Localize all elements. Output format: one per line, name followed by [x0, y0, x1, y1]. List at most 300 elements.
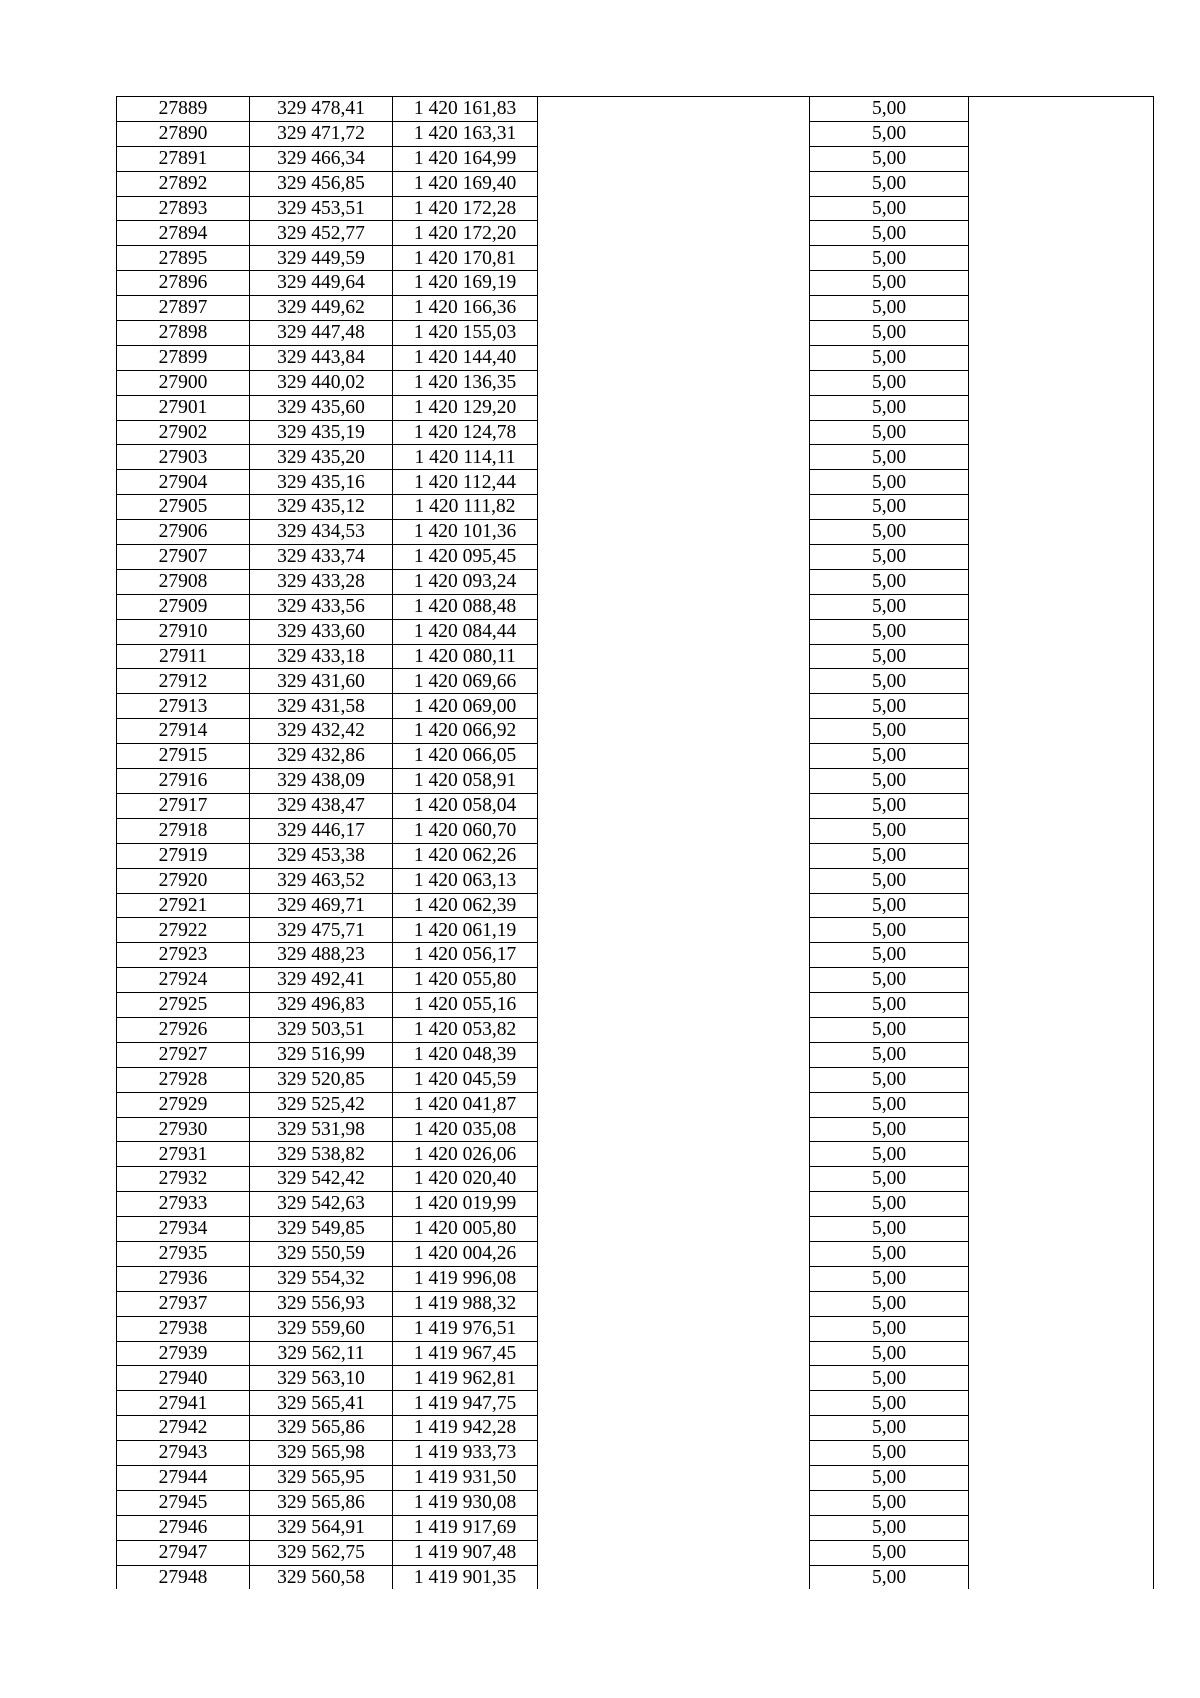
table-row	[117, 1391, 1154, 1416]
table-row	[117, 694, 1154, 719]
empty-cell	[538, 171, 810, 196]
x-coordinate-cell: 329 503,51	[250, 1017, 393, 1042]
value-cell: 5,00	[810, 1515, 969, 1540]
x-coordinate-cell: 329 449,59	[250, 246, 393, 271]
empty-cell	[538, 470, 810, 495]
empty-cell	[538, 1465, 810, 1490]
table-row	[117, 818, 1154, 843]
coordinates-table-body	[117, 97, 1154, 1590]
value-cell: 5,00	[810, 719, 969, 744]
empty-cell	[538, 196, 810, 221]
empty-cell	[969, 893, 1154, 918]
empty-cell	[969, 644, 1154, 669]
x-coordinate-cell: 329 565,41	[250, 1391, 393, 1416]
y-coordinate-cell: 1 420 026,06	[393, 1142, 538, 1167]
x-coordinate-cell: 329 452,77	[250, 221, 393, 246]
x-coordinate-cell: 329 435,60	[250, 395, 393, 420]
y-coordinate-cell: 1 420 169,19	[393, 271, 538, 296]
value-cell: 5,00	[810, 619, 969, 644]
point-number-cell: 27917	[117, 793, 250, 818]
table-row	[117, 520, 1154, 545]
x-coordinate-cell: 329 435,16	[250, 470, 393, 495]
value-cell: 5,00	[810, 97, 969, 122]
y-coordinate-cell: 1 420 101,36	[393, 520, 538, 545]
value-cell: 5,00	[810, 1266, 969, 1291]
x-coordinate-cell: 329 531,98	[250, 1117, 393, 1142]
point-number-cell: 27901	[117, 395, 250, 420]
empty-cell	[969, 1316, 1154, 1341]
x-coordinate-cell: 329 538,82	[250, 1142, 393, 1167]
y-coordinate-cell: 1 419 947,75	[393, 1391, 538, 1416]
y-coordinate-cell: 1 420 169,40	[393, 171, 538, 196]
y-coordinate-cell: 1 420 166,36	[393, 296, 538, 321]
empty-cell	[969, 495, 1154, 520]
y-coordinate-cell: 1 419 967,45	[393, 1341, 538, 1366]
table-row	[117, 669, 1154, 694]
x-coordinate-cell: 329 469,71	[250, 893, 393, 918]
empty-cell	[969, 246, 1154, 271]
empty-cell	[538, 1117, 810, 1142]
table-row	[117, 1241, 1154, 1266]
x-coordinate-cell: 329 453,51	[250, 196, 393, 221]
point-number-cell: 27907	[117, 545, 250, 570]
y-coordinate-cell: 1 420 062,26	[393, 843, 538, 868]
empty-cell	[538, 893, 810, 918]
x-coordinate-cell: 329 433,56	[250, 594, 393, 619]
value-cell: 5,00	[810, 1142, 969, 1167]
empty-cell	[538, 818, 810, 843]
table-row	[117, 1117, 1154, 1142]
table-row	[117, 345, 1154, 370]
empty-cell	[538, 146, 810, 171]
table-row	[117, 868, 1154, 893]
x-coordinate-cell: 329 550,59	[250, 1241, 393, 1266]
empty-cell	[538, 1540, 810, 1565]
table-row	[117, 1515, 1154, 1540]
empty-cell	[969, 694, 1154, 719]
empty-cell	[538, 1416, 810, 1441]
table-row	[117, 1316, 1154, 1341]
x-coordinate-cell: 329 565,98	[250, 1441, 393, 1466]
empty-cell	[538, 345, 810, 370]
table-row	[117, 97, 1154, 122]
table-row	[117, 445, 1154, 470]
x-coordinate-cell: 329 440,02	[250, 370, 393, 395]
table-row	[117, 993, 1154, 1018]
point-number-cell: 27905	[117, 495, 250, 520]
table-row	[117, 1142, 1154, 1167]
empty-cell	[969, 445, 1154, 470]
point-number-cell: 27899	[117, 345, 250, 370]
empty-cell	[969, 121, 1154, 146]
value-cell: 5,00	[810, 669, 969, 694]
y-coordinate-cell: 1 420 124,78	[393, 420, 538, 445]
value-cell: 5,00	[810, 1416, 969, 1441]
point-number-cell: 27915	[117, 744, 250, 769]
x-coordinate-cell: 329 435,19	[250, 420, 393, 445]
point-number-cell: 27934	[117, 1217, 250, 1242]
table-row	[117, 246, 1154, 271]
y-coordinate-cell: 1 420 005,80	[393, 1217, 538, 1242]
empty-cell	[969, 1490, 1154, 1515]
y-coordinate-cell: 1 419 996,08	[393, 1266, 538, 1291]
point-number-cell: 27904	[117, 470, 250, 495]
value-cell: 5,00	[810, 744, 969, 769]
point-number-cell: 27927	[117, 1042, 250, 1067]
y-coordinate-cell: 1 420 095,45	[393, 545, 538, 570]
table-row	[117, 196, 1154, 221]
point-number-cell: 27931	[117, 1142, 250, 1167]
value-cell: 5,00	[810, 146, 969, 171]
empty-cell	[538, 694, 810, 719]
point-number-cell: 27912	[117, 669, 250, 694]
point-number-cell: 27940	[117, 1366, 250, 1391]
empty-cell	[969, 97, 1154, 122]
point-number-cell: 27932	[117, 1167, 250, 1192]
empty-cell	[969, 1017, 1154, 1042]
empty-cell	[538, 545, 810, 570]
table-row	[117, 1341, 1154, 1366]
empty-cell	[538, 644, 810, 669]
x-coordinate-cell: 329 466,34	[250, 146, 393, 171]
value-cell: 5,00	[810, 345, 969, 370]
empty-cell	[538, 1490, 810, 1515]
value-cell: 5,00	[810, 769, 969, 794]
table-row	[117, 1092, 1154, 1117]
point-number-cell: 27918	[117, 818, 250, 843]
x-coordinate-cell: 329 542,42	[250, 1167, 393, 1192]
table-row	[117, 221, 1154, 246]
x-coordinate-cell: 329 516,99	[250, 1042, 393, 1067]
table-row	[117, 893, 1154, 918]
empty-cell	[969, 793, 1154, 818]
table-row	[117, 1441, 1154, 1466]
point-number-cell: 27914	[117, 719, 250, 744]
y-coordinate-cell: 1 420 114,11	[393, 445, 538, 470]
x-coordinate-cell: 329 556,93	[250, 1291, 393, 1316]
table-row	[117, 793, 1154, 818]
y-coordinate-cell: 1 420 055,16	[393, 993, 538, 1018]
x-coordinate-cell: 329 432,42	[250, 719, 393, 744]
empty-cell	[969, 1291, 1154, 1316]
y-coordinate-cell: 1 420 060,70	[393, 818, 538, 843]
x-coordinate-cell: 329 438,47	[250, 793, 393, 818]
point-number-cell: 27928	[117, 1067, 250, 1092]
point-number-cell: 27947	[117, 1540, 250, 1565]
point-number-cell: 27889	[117, 97, 250, 122]
x-coordinate-cell: 329 433,18	[250, 644, 393, 669]
empty-cell	[969, 868, 1154, 893]
x-coordinate-cell: 329 456,85	[250, 171, 393, 196]
table-row	[117, 569, 1154, 594]
empty-cell	[538, 1092, 810, 1117]
point-number-cell: 27902	[117, 420, 250, 445]
value-cell: 5,00	[810, 1192, 969, 1217]
value-cell: 5,00	[810, 993, 969, 1018]
empty-cell	[969, 993, 1154, 1018]
value-cell: 5,00	[810, 1366, 969, 1391]
value-cell: 5,00	[810, 1167, 969, 1192]
empty-cell	[969, 1565, 1154, 1589]
table-row	[117, 1366, 1154, 1391]
point-number-cell: 27895	[117, 246, 250, 271]
y-coordinate-cell: 1 420 058,04	[393, 793, 538, 818]
empty-cell	[969, 221, 1154, 246]
empty-cell	[969, 1515, 1154, 1540]
y-coordinate-cell: 1 419 931,50	[393, 1465, 538, 1490]
empty-cell	[969, 345, 1154, 370]
empty-cell	[969, 968, 1154, 993]
empty-cell	[969, 1540, 1154, 1565]
x-coordinate-cell: 329 492,41	[250, 968, 393, 993]
y-coordinate-cell: 1 420 066,05	[393, 744, 538, 769]
x-coordinate-cell: 329 432,86	[250, 744, 393, 769]
point-number-cell: 27922	[117, 918, 250, 943]
table-row	[117, 594, 1154, 619]
empty-cell	[969, 196, 1154, 221]
empty-cell	[969, 146, 1154, 171]
x-coordinate-cell: 329 433,74	[250, 545, 393, 570]
table-row	[117, 744, 1154, 769]
empty-cell	[969, 1042, 1154, 1067]
point-number-cell: 27890	[117, 121, 250, 146]
table-row	[117, 420, 1154, 445]
table-row	[117, 943, 1154, 968]
value-cell: 5,00	[810, 1017, 969, 1042]
empty-cell	[538, 569, 810, 594]
x-coordinate-cell: 329 435,12	[250, 495, 393, 520]
value-cell: 5,00	[810, 594, 969, 619]
empty-cell	[969, 1217, 1154, 1242]
value-cell: 5,00	[810, 644, 969, 669]
value-cell: 5,00	[810, 968, 969, 993]
empty-cell	[538, 445, 810, 470]
value-cell: 5,00	[810, 1540, 969, 1565]
point-number-cell: 27897	[117, 296, 250, 321]
value-cell: 5,00	[810, 246, 969, 271]
y-coordinate-cell: 1 419 901,35	[393, 1565, 538, 1589]
empty-cell	[969, 1266, 1154, 1291]
value-cell: 5,00	[810, 1092, 969, 1117]
y-coordinate-cell: 1 419 988,32	[393, 1291, 538, 1316]
y-coordinate-cell: 1 420 163,31	[393, 121, 538, 146]
empty-cell	[969, 943, 1154, 968]
table-row	[117, 1416, 1154, 1441]
value-cell: 5,00	[810, 943, 969, 968]
y-coordinate-cell: 1 420 112,44	[393, 470, 538, 495]
x-coordinate-cell: 329 463,52	[250, 868, 393, 893]
table-row	[117, 1017, 1154, 1042]
empty-cell	[538, 1266, 810, 1291]
empty-cell	[538, 719, 810, 744]
empty-cell	[538, 1515, 810, 1540]
value-cell: 5,00	[810, 470, 969, 495]
empty-cell	[969, 520, 1154, 545]
table-row	[117, 1490, 1154, 1515]
point-number-cell: 27898	[117, 321, 250, 346]
empty-cell	[538, 918, 810, 943]
y-coordinate-cell: 1 420 041,87	[393, 1092, 538, 1117]
point-number-cell: 27925	[117, 993, 250, 1018]
point-number-cell: 27900	[117, 370, 250, 395]
table-row	[117, 370, 1154, 395]
y-coordinate-cell: 1 420 063,13	[393, 868, 538, 893]
table-row	[117, 719, 1154, 744]
empty-cell	[969, 843, 1154, 868]
y-coordinate-cell: 1 420 035,08	[393, 1117, 538, 1142]
x-coordinate-cell: 329 433,28	[250, 569, 393, 594]
empty-cell	[538, 843, 810, 868]
point-number-cell: 27941	[117, 1391, 250, 1416]
value-cell: 5,00	[810, 1565, 969, 1589]
y-coordinate-cell: 1 420 161,83	[393, 97, 538, 122]
empty-cell	[538, 246, 810, 271]
point-number-cell: 27923	[117, 943, 250, 968]
x-coordinate-cell: 329 475,71	[250, 918, 393, 943]
value-cell: 5,00	[810, 1316, 969, 1341]
empty-cell	[969, 769, 1154, 794]
y-coordinate-cell: 1 420 048,39	[393, 1042, 538, 1067]
table-row	[117, 1042, 1154, 1067]
empty-cell	[969, 370, 1154, 395]
value-cell: 5,00	[810, 1067, 969, 1092]
value-cell: 5,00	[810, 370, 969, 395]
x-coordinate-cell: 329 554,32	[250, 1266, 393, 1291]
empty-cell	[538, 1391, 810, 1416]
value-cell: 5,00	[810, 221, 969, 246]
empty-cell	[538, 1067, 810, 1092]
empty-cell	[969, 594, 1154, 619]
table-row	[117, 545, 1154, 570]
table-row	[117, 1192, 1154, 1217]
empty-cell	[969, 1067, 1154, 1092]
empty-cell	[969, 669, 1154, 694]
empty-cell	[969, 619, 1154, 644]
empty-cell	[538, 520, 810, 545]
table-row	[117, 146, 1154, 171]
y-coordinate-cell: 1 420 111,82	[393, 495, 538, 520]
point-number-cell: 27946	[117, 1515, 250, 1540]
x-coordinate-cell: 329 560,58	[250, 1565, 393, 1589]
empty-cell	[969, 918, 1154, 943]
value-cell: 5,00	[810, 171, 969, 196]
x-coordinate-cell: 329 496,83	[250, 993, 393, 1018]
empty-cell	[969, 1341, 1154, 1366]
y-coordinate-cell: 1 420 058,91	[393, 769, 538, 794]
table-row	[117, 121, 1154, 146]
y-coordinate-cell: 1 419 933,73	[393, 1441, 538, 1466]
point-number-cell: 27920	[117, 868, 250, 893]
point-number-cell: 27896	[117, 271, 250, 296]
value-cell: 5,00	[810, 818, 969, 843]
point-number-cell: 27891	[117, 146, 250, 171]
y-coordinate-cell: 1 419 976,51	[393, 1316, 538, 1341]
point-number-cell: 27892	[117, 171, 250, 196]
table-row	[117, 644, 1154, 669]
value-cell: 5,00	[810, 1291, 969, 1316]
point-number-cell: 27937	[117, 1291, 250, 1316]
value-cell: 5,00	[810, 271, 969, 296]
value-cell: 5,00	[810, 1042, 969, 1067]
empty-cell	[538, 1366, 810, 1391]
empty-cell	[538, 1017, 810, 1042]
table-row	[117, 395, 1154, 420]
empty-cell	[969, 395, 1154, 420]
empty-cell	[538, 1217, 810, 1242]
x-coordinate-cell: 329 562,75	[250, 1540, 393, 1565]
empty-cell	[969, 1441, 1154, 1466]
point-number-cell: 27910	[117, 619, 250, 644]
value-cell: 5,00	[810, 694, 969, 719]
empty-cell	[969, 1142, 1154, 1167]
x-coordinate-cell: 329 431,58	[250, 694, 393, 719]
empty-cell	[538, 993, 810, 1018]
y-coordinate-cell: 1 420 080,11	[393, 644, 538, 669]
x-coordinate-cell: 329 447,48	[250, 321, 393, 346]
x-coordinate-cell: 329 449,64	[250, 271, 393, 296]
y-coordinate-cell: 1 420 170,81	[393, 246, 538, 271]
empty-cell	[538, 1565, 810, 1589]
empty-cell	[969, 1117, 1154, 1142]
y-coordinate-cell: 1 420 004,26	[393, 1241, 538, 1266]
y-coordinate-cell: 1 419 930,08	[393, 1490, 538, 1515]
empty-cell	[538, 1167, 810, 1192]
y-coordinate-cell: 1 420 019,99	[393, 1192, 538, 1217]
y-coordinate-cell: 1 420 055,80	[393, 968, 538, 993]
y-coordinate-cell: 1 420 155,03	[393, 321, 538, 346]
empty-cell	[538, 943, 810, 968]
point-number-cell: 27935	[117, 1241, 250, 1266]
empty-cell	[969, 470, 1154, 495]
y-coordinate-cell: 1 420 061,19	[393, 918, 538, 943]
table-row	[117, 843, 1154, 868]
table-row	[117, 470, 1154, 495]
coordinates-table	[116, 96, 1154, 1589]
y-coordinate-cell: 1 419 962,81	[393, 1366, 538, 1391]
empty-cell	[969, 1241, 1154, 1266]
empty-cell	[969, 1192, 1154, 1217]
value-cell: 5,00	[810, 868, 969, 893]
empty-cell	[538, 420, 810, 445]
point-number-cell: 27926	[117, 1017, 250, 1042]
point-number-cell: 27939	[117, 1341, 250, 1366]
empty-cell	[538, 1241, 810, 1266]
point-number-cell: 27944	[117, 1465, 250, 1490]
empty-cell	[969, 1465, 1154, 1490]
y-coordinate-cell: 1 420 093,24	[393, 569, 538, 594]
value-cell: 5,00	[810, 545, 969, 570]
x-coordinate-cell: 329 542,63	[250, 1192, 393, 1217]
point-number-cell: 27929	[117, 1092, 250, 1117]
empty-cell	[538, 594, 810, 619]
empty-cell	[538, 744, 810, 769]
empty-cell	[969, 744, 1154, 769]
empty-cell	[538, 1192, 810, 1217]
x-coordinate-cell: 329 446,17	[250, 818, 393, 843]
x-coordinate-cell: 329 565,86	[250, 1490, 393, 1515]
table-row	[117, 171, 1154, 196]
empty-cell	[538, 395, 810, 420]
point-number-cell: 27942	[117, 1416, 250, 1441]
value-cell: 5,00	[810, 793, 969, 818]
value-cell: 5,00	[810, 1217, 969, 1242]
empty-cell	[969, 296, 1154, 321]
table-row	[117, 1167, 1154, 1192]
empty-cell	[538, 221, 810, 246]
x-coordinate-cell: 329 564,91	[250, 1515, 393, 1540]
point-number-cell: 27936	[117, 1266, 250, 1291]
point-number-cell: 27945	[117, 1490, 250, 1515]
